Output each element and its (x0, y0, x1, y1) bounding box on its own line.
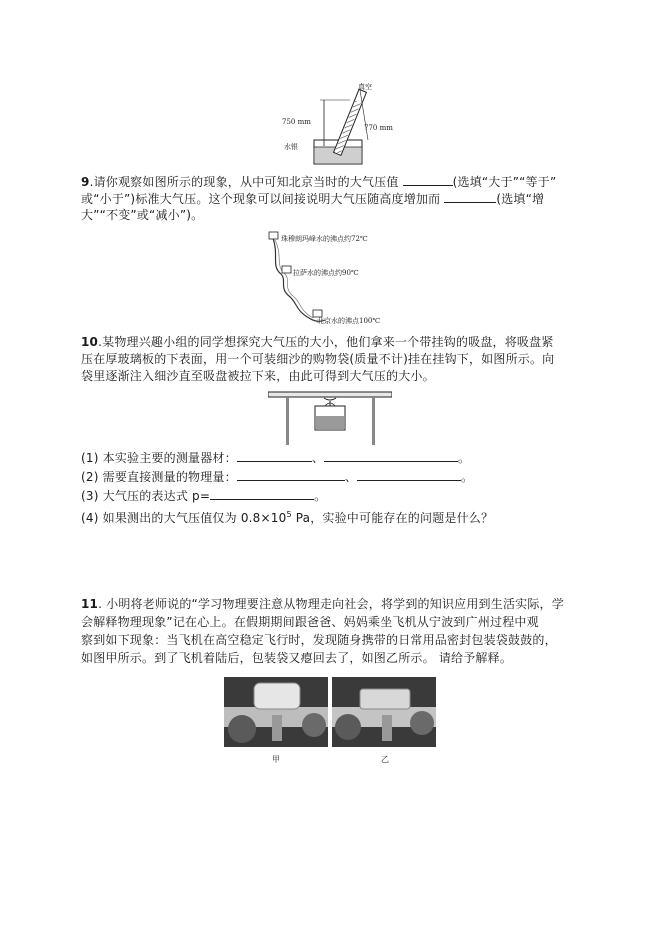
length-770-label: 770 mm (364, 124, 393, 132)
everest-boiling-label: 珠穆朗玛峰水的沸点约72℃ (281, 235, 368, 243)
photo-yi-drawing (332, 677, 436, 747)
q9-number: 9 (81, 175, 90, 189)
q10-sub-2: (2) 需要直接测量的物理量： 、 。 (81, 470, 474, 484)
q9-line-2: 或“小于”)标准大气压。这个现象可以间接说明大气压随高度增加而 (选填“增 (81, 192, 545, 206)
q10-3-blank[interactable] (210, 487, 314, 500)
photo-jia-drawing (224, 677, 328, 747)
q10-line-2: 压在厚玻璃板的下表面，用一个可装细沙的购物袋(质量不计)挂在挂钩下，如图所示。向 (81, 352, 555, 366)
q10-sub-3: (3) 大气压的表达式 p= 。 (81, 489, 327, 503)
q10-number: 10 (81, 335, 99, 349)
barometer-figure (280, 80, 400, 170)
lhasa-boiling-label: 拉萨水的沸点约90℃ (293, 269, 359, 277)
q11-line-3: 察到如下现象：当飞机在高空稳定飞行时，发现随身携带的日常用品密封包装袋鼓鼓的， (81, 633, 557, 647)
q11-line-2: 会解释物理现象”记在心上。在假期期间跟爸爸、妈妈乘坐飞机从宁波到广州过程中观 (81, 615, 539, 629)
photo-yi (332, 677, 436, 747)
q10-1-blank-a[interactable] (237, 449, 312, 462)
suction-cup-drawing (268, 388, 392, 446)
q9-blank-2[interactable] (444, 190, 496, 203)
q10-line-1: 10.某物理兴趣小组的同学想探究大气压的大小，他们拿来一个带挂钩的吸盘，将吸盘紧 (81, 335, 554, 349)
vacuum-label: 真空 (358, 83, 372, 91)
q11-line-1: 11. 小明将老师说的“学习物理要注意从物理走向社会，将学到的知识应用到生活实际，学 (81, 597, 564, 611)
mountain-figure (265, 226, 405, 331)
q9-line-3: 大”“不变”或“减小”)。 (81, 208, 204, 222)
q10-line-3: 袋里逐渐注入细沙直至吸盘被拉下来，由此可得到大气压的大小。 (81, 369, 435, 383)
beijing-boiling-label: 北京水的沸点100℃ (317, 317, 381, 325)
q10-2-blank-b[interactable] (357, 468, 461, 481)
height-750-label: 750 mm (282, 118, 311, 126)
q10-2-blank-a[interactable] (237, 468, 345, 481)
mercury-label: 水银 (284, 143, 298, 151)
q10-sub-4-exponent: 5 (286, 510, 292, 519)
q11-line-4: 如图甲所示。到了飞机着陆后，包装袋又瘪回去了，如图乙所示。 请给予解释。 (81, 651, 513, 665)
q9-line-1: 9.请你观察如图所示的现象，从中可知北京当时的大气压值 (选填“大于”“等于” (81, 175, 557, 189)
q9-blank-1[interactable] (403, 173, 453, 186)
suction-cup-figure (268, 388, 392, 446)
q11-number: 11 (81, 597, 99, 611)
caption-jia: 甲 (272, 755, 280, 764)
q10-sub-4: (4) 如果测出的大气压值仅为 $0.8\times 10^5$ Pa，实验中可能存在的问题是什么？ (81, 510, 494, 525)
q10-1-blank-b[interactable] (324, 449, 458, 462)
q10-sub-1: (1) 本实验主要的测量器材： 、 。 (81, 451, 471, 465)
caption-yi: 乙 (381, 755, 389, 764)
photo-jia (224, 677, 328, 747)
